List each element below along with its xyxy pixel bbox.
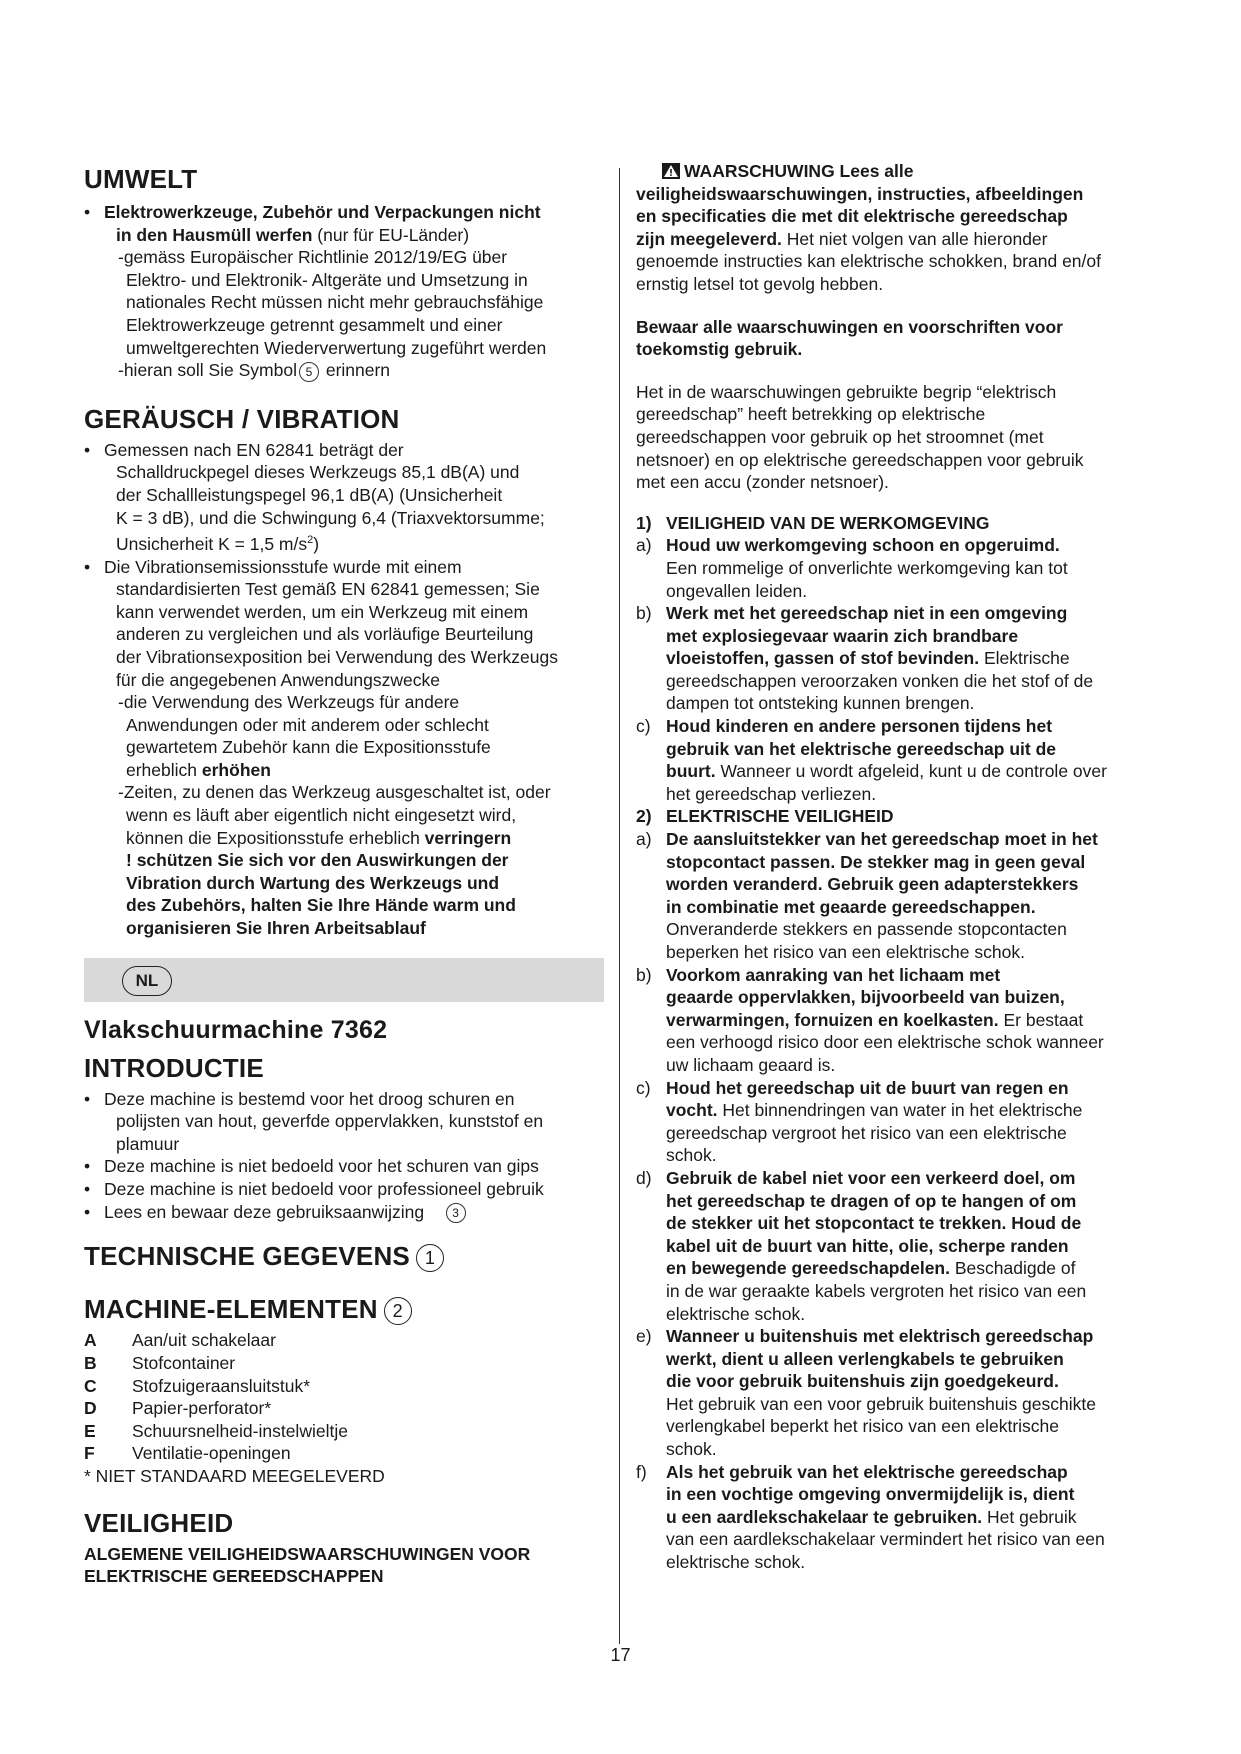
noise-heading: GERÄUSCH / VIBRATION (84, 403, 400, 434)
noise-line: kann verwendet werden, um ein Werkzeug mit einem (116, 601, 529, 622)
keep-instructions: Bewaar alle waarschuwingen en voorschriften voor (636, 316, 1063, 337)
umwelt-bold-2: in den Hausmüll werfen (116, 224, 313, 245)
intro-bullet-1 (84, 1088, 604, 1156)
item-bold: werkt, dient u alleen verlengkabels te gebruiken (666, 1348, 1064, 1369)
noise-line (118, 759, 604, 782)
item-bold: Voorkom aanraking van het lichaam met (666, 964, 1001, 985)
warning-triangle-icon (662, 163, 680, 179)
item-text: het gereedschap verliezen. (666, 783, 877, 804)
umwelt-details (84, 246, 604, 382)
noise-line: anderen zu vergleichen und als vorläufige Beurteilung (116, 624, 534, 645)
item-text: gereedschap vergroot het risico van een elektrische (666, 1122, 1067, 1143)
item-bold: verwarmingen, fornuizen en koelkasten. (666, 1009, 999, 1030)
element-label: Ventilatie-openingen (132, 1443, 291, 1464)
item-text: Onveranderde stekkers en passende stopcontacten (666, 919, 1067, 940)
noise-paren: ) (313, 533, 320, 554)
umwelt-line: umweltgerechten Wiederverwertung zugeführt werden (126, 337, 547, 358)
noise-line: Schalldruckpegel dieses Werkzeugs 85,1 dB(A) und (116, 462, 520, 483)
item-bold: Houd het gereedschap uit de buurt van regen en (666, 1077, 1069, 1098)
elements-note: * NIET STANDAARD MEEGELEVERD (84, 1466, 385, 1487)
item-bold: gebruik van het elektrische gereedschap uit de (666, 738, 1056, 759)
element-row (84, 1375, 348, 1398)
noise-line: K = 3 dB), und die Schwingung 6,4 (Triaxvektorsumme; (116, 507, 545, 528)
term-line: gereedschappen voor gebruik op het stroomnet (met (636, 426, 1044, 447)
intro-line: polijsten van hout, geverfde oppervlakken, kunststof en (116, 1111, 544, 1132)
item-text: een verhoogd risico door een elektrische schok wanneer (666, 1032, 1104, 1053)
item-bold: geaarde oppervlakken, bijvoorbeeld van buizen, (666, 987, 1065, 1008)
intro-line: Deze machine is bestemd voor het droog schuren en (104, 1088, 515, 1109)
item-text: Wanneer u wordt afgeleid, kunt u de controle over (715, 761, 1107, 782)
noise-line: der Vibrationsexposition bei Verwendung des Werkzeugs (116, 646, 558, 667)
element-key: F (84, 1443, 95, 1464)
section-1-heading (636, 512, 1161, 535)
umwelt-bold-1: Elektrowerkzeuge, Zubehör und Verpackungen nicht (104, 202, 541, 222)
column-divider (619, 168, 620, 1644)
symbol-5-icon: 5 (299, 362, 319, 382)
language-badge: NL (122, 966, 172, 996)
warning-line (636, 228, 1161, 251)
item-text: Het binnendringen van water in het elektrische (717, 1100, 1083, 1121)
intro-heading: INTRODUCTIE (84, 1052, 264, 1083)
item-label: a) (636, 535, 652, 556)
item-text: schok. (666, 1145, 717, 1166)
item-2f (636, 1461, 1161, 1574)
vibration-warning (84, 849, 604, 939)
item-label: b) (636, 964, 652, 985)
item-text: Het gebruik van een voor gebruik buitenshuis geschikte (666, 1393, 1096, 1414)
item-bold: Gebruik de kabel niet voor een verkeerd doel, om (666, 1167, 1076, 1188)
item-bold: in een vochtige omgeving onvermijdelijk is, dient (666, 1484, 1075, 1505)
noise-line: standardisierten Test gemäß EN 62841 gemessen; Sie (116, 579, 540, 600)
warning-rest: Het niet volgen van alle hieronder (781, 228, 1048, 249)
warning-head-text: WAARSCHUWING Lees alle (684, 161, 914, 181)
noise-text: können die Expositionsstufe erheblich (126, 827, 425, 848)
item-bold: in combinatie met geaarde gereedschappen. (666, 896, 1036, 917)
page-number: 17 (610, 1645, 631, 1665)
element-label: Schuursnelheid-instelwieltje (132, 1420, 348, 1441)
item-label: b) (636, 603, 652, 624)
umwelt-list (84, 201, 604, 246)
umwelt-line: Elektrowerkzeuge getrennt gesammelt und einer (126, 314, 503, 335)
warning-line: ! schützen Sie sich vor den Auswirkungen der (126, 850, 509, 871)
item-text: Er bestaat (998, 1009, 1084, 1030)
intro-list (84, 1088, 604, 1224)
item-bold: Houd kinderen en andere personen tijdens het (666, 716, 1053, 737)
item-bold: worden veranderd. Gebruik geen adapterstekkers (666, 874, 1079, 895)
item-1c (636, 715, 1161, 805)
element-key: A (84, 1330, 97, 1351)
element-key: B (84, 1353, 97, 1374)
item-bold: stopcontact passen. De stekker mag in geen geval (666, 851, 1086, 872)
intro-bullet-4 (84, 1201, 604, 1224)
warning-line: des Zubehörs, halten Sie Ihre Hände warm und (126, 895, 516, 916)
noise-line: Die Vibrationsemissionsstufe wurde mit einem (104, 556, 462, 577)
item-label: a) (636, 829, 652, 850)
warning-heading (636, 160, 1161, 183)
noise-line: für die angegebenen Anwendungszwecke (116, 669, 440, 690)
warning-line: Vibration durch Wartung des Werkzeugs und (126, 872, 500, 893)
item-bold: Wanneer u buitenshuis met elektrisch gereedschap (666, 1326, 1094, 1347)
language-bar (84, 958, 604, 1002)
safety-heading: VEILIGHEID (84, 1507, 234, 1538)
item-bold: en bewegende gereedschapdelen. (666, 1258, 950, 1279)
warning-line: en specificaties die met dit elektrische gereedschap (636, 206, 1068, 227)
item-bold: Als het gebruik van het elektrische gereedschap (666, 1461, 1068, 1482)
elements-heading (84, 1294, 604, 1325)
item-bold: vocht. (666, 1100, 718, 1121)
figure-3-icon: 3 (446, 1203, 466, 1223)
tech-title: TECHNISCHE GEGEVENS (84, 1241, 410, 1272)
right-column (636, 160, 1161, 1574)
section-num: 1) (636, 512, 652, 533)
warning-bold: zijn meegeleverd. (636, 228, 782, 249)
intro-bullet-3: • Deze machine is niet bedoeld voor professioneel gebruik (84, 1178, 604, 1201)
item-bold: kabel uit de buurt van hitte, olie, scherpe randen (666, 1235, 1069, 1256)
element-label: Papier-perforator* (132, 1398, 272, 1419)
term-line: gereedschap” heeft betrekking op elektrische (636, 404, 986, 425)
item-text: uw lichaam geaard is. (666, 1054, 836, 1075)
element-label: Stofzuigeraansluitstuk* (132, 1375, 311, 1396)
term-line: netsnoer) en op elektrische gereedschappen voor gebruik (636, 449, 1084, 470)
safety-subheading: ALGEMENE VEILIGHEIDSWAARSCHUWINGEN VOOR (84, 1543, 531, 1564)
item-1a (636, 534, 1161, 602)
noise-bullet-1 (84, 439, 604, 556)
item-text: verlengkabel beperkt het risico van een elektrische (666, 1416, 1059, 1437)
section-title: VEILIGHEID VAN DE WERKOMGEVING (666, 512, 990, 533)
item-label: d) (636, 1167, 652, 1188)
noise-line: der Schallleistungspegel 96,1 dB(A) (Unsicherheit (116, 484, 503, 505)
warning-line: ernstig letsel tot gevolg hebben. (636, 273, 884, 294)
item-bold: met explosiegevaar waarin zich brandbare (666, 625, 1019, 646)
noise-line: Gemessen nach EN 62841 beträgt der (104, 439, 404, 460)
noise-line: -Zeiten, zu denen das Werkzeug ausgeschaltet ist, oder (118, 782, 551, 803)
noise-line: wenn es läuft aber eigentlich nicht eingesetzt wird, (126, 805, 517, 826)
section-title: ELEKTRISCHE VEILIGHEID (666, 806, 894, 827)
noise-line (118, 827, 604, 850)
item-text: Het gebruik (982, 1506, 1077, 1527)
tech-heading (84, 1241, 604, 1272)
noise-bold: erhöhen (201, 759, 271, 780)
symbol-text: -hieran soll Sie Symbol (118, 360, 297, 381)
item-2e (636, 1325, 1161, 1461)
item-text: elektrische schok. (666, 1303, 806, 1324)
keep-instructions: toekomstig gebruik. (636, 339, 803, 360)
umwelt-symbol-line (118, 359, 604, 382)
umwelt-line: Elektro- und Elektronik- Altgeräte und Umsetzung in (126, 269, 528, 290)
item-text: in de war geraakte kabels vergroten het risico van een (666, 1280, 1087, 1301)
item-bold: de stekker uit het stopcontact te trekken. Houd de (666, 1213, 1082, 1234)
element-row (84, 1442, 348, 1465)
noise-line: Anwendungen oder mit anderem oder schlecht (126, 714, 489, 735)
element-label: Stofcontainer (132, 1353, 236, 1374)
element-key: E (84, 1420, 96, 1441)
noise-bold: verringern (424, 827, 512, 848)
umwelt-heading: UMWELT (84, 164, 198, 194)
item-bold: De aansluitstekker van het gereedschap moet in het (666, 829, 1098, 850)
noise-dash-2 (84, 781, 604, 849)
umwelt-rest: (nur für EU-Länder) (312, 224, 470, 245)
item-text: ongevallen leiden. (666, 580, 808, 601)
intro-line: plamuur (116, 1133, 180, 1154)
umwelt-line: nationales Recht müssen nicht mehr gebrauchsfähige (126, 292, 544, 313)
warning-line: genoemde instructies kan elektrische schokken, brand en/of (636, 251, 1101, 272)
item-label: c) (636, 1077, 651, 1098)
product-title: Vlakschuurmachine 7362 (84, 1015, 388, 1044)
warning-line: organisieren Sie Ihren Arbeitsablauf (126, 918, 426, 939)
item-bold: Werk met het gereedschap niet in een omgeving (666, 603, 1068, 624)
noise-unc: Unsicherheit K = 1,5 m/s (116, 533, 308, 554)
item-2b (636, 964, 1161, 1077)
section-2-heading (636, 805, 1161, 828)
noise-line: -die Verwendung des Werkzeugs für andere (118, 692, 460, 713)
element-key: C (84, 1375, 97, 1396)
item-bold: Houd uw werkomgeving schoon en opgeruimd. (666, 535, 1060, 556)
item-2c (636, 1077, 1161, 1167)
item-bold: vloeistoffen, gassen of stof bevinden. (666, 648, 980, 669)
item-text: beperken het risico van een elektrische schok. (666, 942, 1025, 962)
intro-bullet-2: • Deze machine is niet bedoeld voor het schuren van gips (84, 1155, 604, 1178)
item-1b (636, 602, 1161, 715)
item-label: e) (636, 1326, 652, 1347)
noise-bullet-2 (84, 556, 604, 692)
item-label: f) (636, 1461, 647, 1482)
item-text: dampen tot ontsteking kunnen brengen. (666, 693, 975, 714)
section-num: 2) (636, 806, 652, 827)
element-key: D (84, 1398, 97, 1419)
warning-line: veiligheidswaarschuwingen, instructies, afbeeldingen (636, 183, 1084, 204)
safety-subheading: ELEKTRISCHE GEREEDSCHAPPEN (84, 1566, 384, 1587)
element-row (84, 1329, 348, 1352)
left-column (84, 160, 604, 1588)
noise-list (84, 439, 604, 691)
noise-dash-1 (84, 691, 604, 781)
umwelt-bullet (84, 201, 604, 246)
element-row (84, 1397, 348, 1420)
noise-sup: 2 (307, 534, 314, 547)
item-bold: die voor gebruik buitenshuis zijn goedgekeurd. (666, 1371, 1059, 1392)
term-line: Het in de waarschuwingen gebruikte begrip “elektrisch (636, 381, 1057, 402)
item-bold: het gereedschap te dragen of op te hangen of om (666, 1190, 1077, 1211)
item-text: van een aardlekschakelaar vermindert het risico van een (666, 1529, 1105, 1550)
figure-2-icon: 2 (384, 1297, 412, 1325)
item-bold: buurt. (666, 761, 716, 782)
item-text: Een rommelige of onverlichte werkomgeving kan tot (666, 557, 1068, 578)
item-text: Elektrische (979, 648, 1070, 669)
item-2d (636, 1167, 1161, 1325)
figure-1-icon: 1 (416, 1244, 444, 1272)
noise-line: gewartetem Zubehör kann die Expositionsstufe (126, 737, 491, 758)
element-row (84, 1352, 348, 1375)
umwelt-line: -gemäss Europäischer Richtlinie 2012/19/EG über (118, 247, 508, 268)
term-line: met een accu (zonder netsnoer). (636, 472, 889, 493)
noise-text: erheblich (126, 759, 202, 780)
elements-title: MACHINE-ELEMENTEN (84, 1294, 378, 1325)
item-text: schok. (666, 1439, 717, 1460)
item-text: elektrische schok. (666, 1552, 806, 1573)
element-label: Aan/uit schakelaar (132, 1330, 276, 1351)
item-2a (636, 828, 1161, 964)
symbol-text-after: erinnern (320, 360, 391, 381)
item-text: gereedschappen veroorzaken vonken die het stof of de (666, 670, 1094, 691)
item-label: c) (636, 716, 651, 737)
item-text: Beschadigde of (949, 1258, 1076, 1279)
intro-line: Lees en bewaar deze gebruiksaanwijzing (104, 1201, 425, 1222)
elements-table (84, 1329, 348, 1465)
noise-line (104, 534, 319, 554)
item-bold: u een aardlekschakelaar te gebruiken. (666, 1506, 983, 1527)
element-row (84, 1420, 348, 1443)
